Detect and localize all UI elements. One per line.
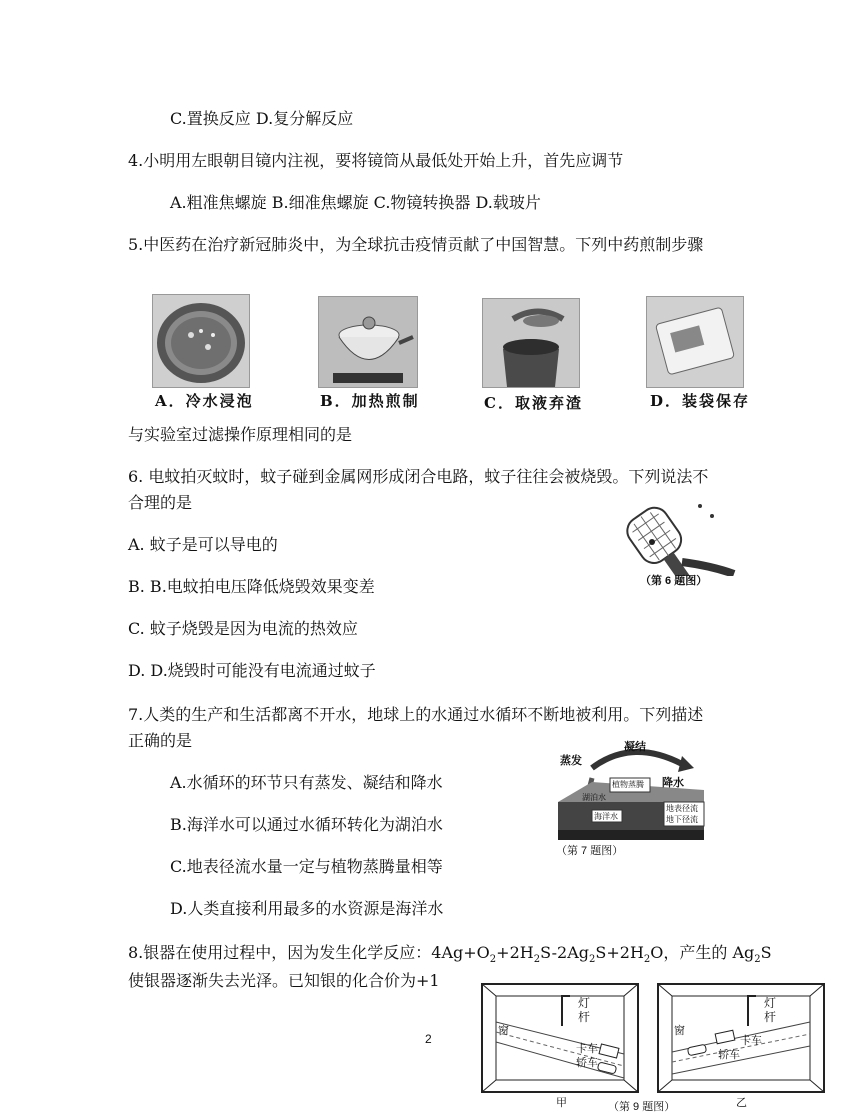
fig9-left-label: 甲 bbox=[556, 1097, 567, 1109]
page-number: 2 bbox=[425, 1032, 432, 1046]
q6-stem-2: 合理的是 bbox=[128, 493, 193, 512]
q6-option-a: A. 蚊子是可以导电的 bbox=[128, 535, 278, 554]
q7-stem-1: 7.人类的生产和生活都离不开水，地球上的水通过水循环不断地被利用。下列描述 bbox=[128, 705, 704, 724]
q6-option-c: C. 蚊子烧毁是因为电流的热效应 bbox=[128, 619, 358, 638]
wc-rain: 降水 bbox=[662, 777, 684, 789]
q8-stem-2: 使银器逐渐失去光泽。已知银的化合价为+1 bbox=[128, 971, 440, 990]
q4-options: A.粗准焦螺旋 B.细准焦螺旋 C.物镜转换器 D.载玻片 bbox=[170, 193, 541, 212]
figure-9-caption: （第 9 题图） bbox=[608, 1101, 676, 1113]
q7-option-a: A.水循环的环节只有蒸发、凝结和降水 bbox=[170, 773, 443, 792]
pot-pour-icon bbox=[483, 299, 579, 387]
wc-lake: 湖泊水 bbox=[582, 793, 606, 802]
figure-9-right bbox=[656, 982, 826, 1110]
q6-stem-1: 6. 电蚊拍灭蚊时，蚊子碰到金属网形成闭合电路，蚊子往往会被烧毁。下列说法不 bbox=[128, 467, 709, 486]
fig9-left-lamp: 灯杆 bbox=[578, 996, 591, 1024]
pot-heat-icon bbox=[319, 297, 417, 387]
medicine-bag-icon bbox=[647, 297, 743, 387]
wc-surface: 地表径流 bbox=[666, 804, 698, 813]
q5-tail: 与实验室过滤操作原理相同的是 bbox=[128, 425, 353, 444]
figure-7 bbox=[552, 738, 710, 860]
q5-caption-b: B．加热煎制 bbox=[320, 392, 420, 410]
q3-options: C.置换反应 D.复分解反应 bbox=[170, 109, 354, 128]
q5-photo-soak bbox=[152, 294, 250, 388]
fig9-left-car: 轿车 bbox=[576, 1057, 598, 1069]
q5-photo-bag bbox=[646, 296, 744, 388]
q5-caption-a: A．冷水浸泡 bbox=[155, 392, 254, 410]
mosquito-swatter-icon bbox=[622, 496, 746, 576]
wc-evaporate: 蒸发 bbox=[560, 755, 582, 767]
q6-option-b: B. B.电蚊拍电压降低烧毁效果变差 bbox=[128, 577, 375, 596]
wc-sea: 海洋水 bbox=[594, 812, 618, 821]
street-scene-left-icon bbox=[480, 982, 640, 1094]
wc-ground: 地下径流 bbox=[666, 815, 698, 824]
figure-6 bbox=[622, 496, 746, 592]
figure-9-left bbox=[480, 982, 640, 1110]
fig9-right-label: 乙 bbox=[736, 1097, 747, 1109]
q7-stem-2: 正确的是 bbox=[128, 731, 193, 750]
q7-option-d: D.人类直接利用最多的水资源是海洋水 bbox=[170, 899, 444, 918]
fig9-left-window: 窗 bbox=[498, 1025, 509, 1037]
pot-soak-icon bbox=[153, 295, 249, 387]
fig9-right-car: 轿车 bbox=[718, 1049, 740, 1061]
q5-stem: 5.中医药在治疗新冠肺炎中，为全球抗击疫情贡献了中国智慧。下列中药煎制步骤 bbox=[128, 235, 704, 254]
q5-photo-heat bbox=[318, 296, 418, 388]
fig9-left-truck: 卡车 bbox=[576, 1043, 598, 1055]
fig9-right-truck: 卡车 bbox=[740, 1035, 762, 1047]
q6-option-d: D. D.烧毁时可能没有电流通过蚊子 bbox=[128, 661, 376, 680]
q5-caption-d: D．装袋保存 bbox=[650, 392, 751, 410]
q4-stem: 4.小明用左眼朝目镜内注视，要将镜筒从最低处开始上升，首先应调节 bbox=[128, 151, 624, 170]
q5-caption-c: C．取液弃渣 bbox=[484, 394, 583, 412]
wc-condense: 凝结 bbox=[624, 741, 646, 753]
fig9-right-window: 窗 bbox=[674, 1025, 685, 1037]
q7-option-b: B.海洋水可以通过水循环转化为湖泊水 bbox=[170, 815, 443, 834]
q8-stem-1: 8.银器在使用过程中，因为发生化学反应：$4Ag+O_2+2H_2S-2Ag_2S+2H_2O$，产生的 $Ag_2S$ bbox=[128, 943, 772, 966]
fig9-right-lamp: 灯杆 bbox=[764, 996, 777, 1024]
q5-photo-pour bbox=[482, 298, 580, 388]
wc-transpire: 植物蒸腾 bbox=[612, 780, 644, 789]
q7-option-c: C.地表径流水量一定与植物蒸腾量相等 bbox=[170, 857, 443, 876]
figure-6-caption: （第 6 题图） bbox=[640, 575, 708, 587]
figure-7-caption: （第 7 题图） bbox=[556, 845, 624, 857]
